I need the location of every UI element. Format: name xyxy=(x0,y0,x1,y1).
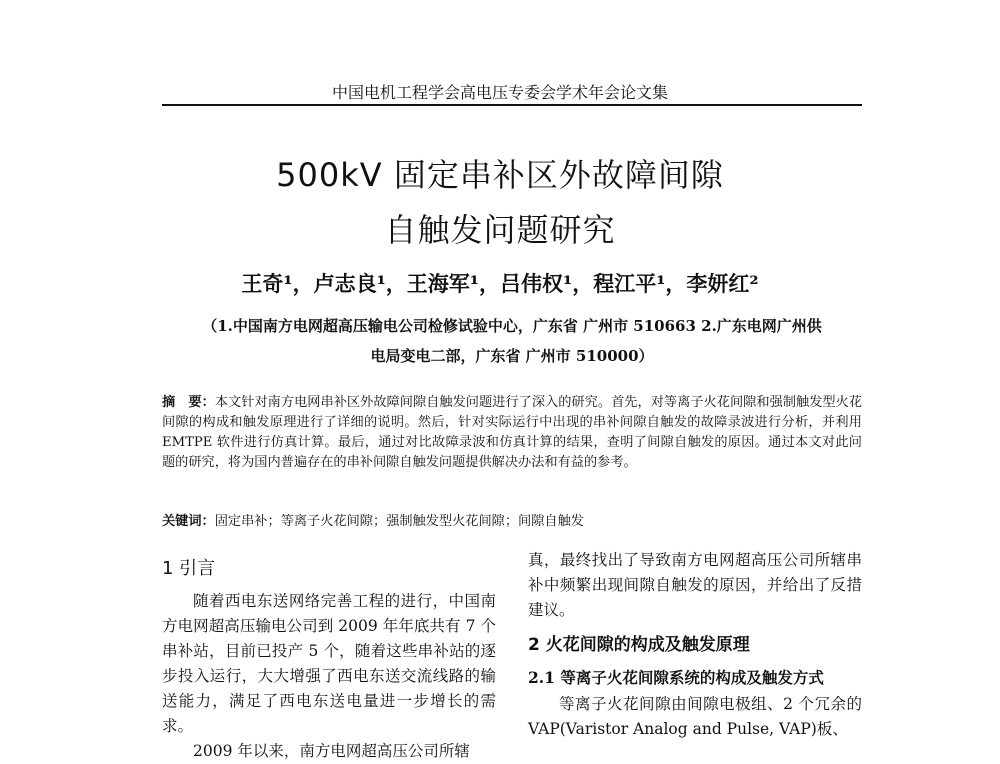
section-1-paragraph-2: 2009 年以来，南方电网超高压公司所辖 xyxy=(193,742,470,760)
running-head: 中国电机工程学会高电压专委会学术年会论文集 xyxy=(331,83,668,102)
header-rule xyxy=(162,104,862,106)
authors: 王奇¹，卢志良¹，王海军¹，吕伟权¹，程江平¹，李妍红² xyxy=(241,271,759,296)
section-1-paragraph-1: 随着西电东送网络完善工程的进行，中国南方电网超高压输电公司到 2009 年年底共有 7 个串补站，目前已投产 5 个，随着这些串补站的逐步投入运行，大大增强了西电东送交流线路的输送能力，满足了西电东送电量进一步增长的需求。 xyxy=(162,592,496,735)
section-2-heading: 2 火花间隙的构成及触发原理 xyxy=(528,635,750,655)
title-line-1: 500kV 固定串补区外故障间隙 xyxy=(276,156,724,194)
keywords-text: 固定串补；等离子火花间隙；强制触发型火花间隙；间隙自触发 xyxy=(214,514,584,529)
affiliation-line-1: （1.中国南方电网超高压输电公司检修试验中心，广东省 广州市 510663 2.广东电网广州供 xyxy=(202,317,822,335)
keywords xyxy=(162,510,862,529)
abstract-text: 本文针对南方电网串补区外故障间隙自触发问题进行了深入的研究。首先，对等离子火花间隙和强制触发型火花间隙的构成和触发原理进行了详细的说明。然后，针对实际运行中出现的串补间隙自触发的故障录波进行分析，并利用 EMTPE 软件进行仿真计算。最后，通过对比故障录波和仿真计算的结果，查明了间隙自触发的原因。通过本文对此问题的研究，将为国内普遍存在的串补间隙自触发问题提供解决办法和有益的参考。 xyxy=(162,395,863,470)
section-1-heading: 1 引言 xyxy=(162,558,216,579)
affiliation-line-2: 电局变电二部，广东省 广州市 510000） xyxy=(370,347,654,365)
left-column xyxy=(162,555,496,764)
section-2-1-paragraph-1: 等离子火花间隙由间隙电极组、2 个冗余的 VAP(Varistor Analog and Pulse, VAP)板、 xyxy=(528,695,862,738)
keywords-label: 关键词： xyxy=(162,514,215,529)
title-line-2: 自触发问题研究 xyxy=(384,211,616,249)
abstract-label: 摘 要： xyxy=(162,395,215,410)
continued-paragraph: 真，最终找出了导致南方电网超高压公司所辖串补中频繁出现间隙自触发的原因，并给出了反措建议。 xyxy=(528,551,862,619)
abstract xyxy=(162,393,862,473)
section-2-1-heading: 2.1 等离子火花间隙系统的构成及触发方式 xyxy=(528,668,824,687)
right-column xyxy=(528,548,862,742)
